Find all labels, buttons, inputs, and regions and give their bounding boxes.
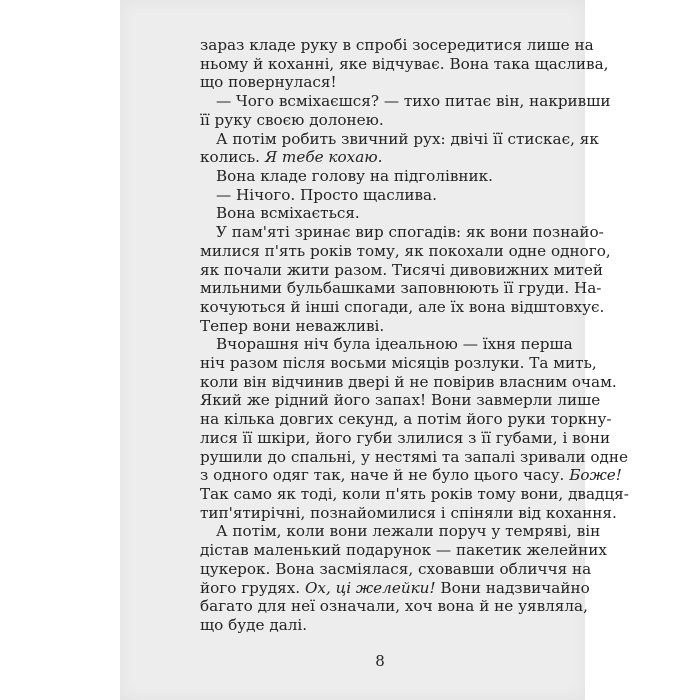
line-text: Вони надзвичайно — [435, 579, 590, 597]
line-text: тип'ятирічні, познайомилися і спіняли від кохання. — [200, 504, 617, 522]
text-line — [200, 111, 568, 130]
line-text: мильними бульбашками заповнюють її груди. На- — [200, 279, 602, 297]
text-line — [200, 541, 607, 560]
text-line — [200, 279, 602, 298]
line-text: її руку своєю долонею. — [200, 111, 384, 129]
line-text: з одного одяг так, наче й не було цього часу. — [200, 466, 570, 484]
text-line — [200, 579, 590, 598]
italic-text: Ох, ці желейки! — [304, 579, 436, 597]
line-text: колись. — [200, 148, 265, 166]
text-line — [200, 73, 568, 92]
line-text: зараз кладе руку в спробі зосередитися лише на — [200, 36, 594, 54]
line-text: А потім робить звичний рух: двічі її стискає, як — [216, 130, 599, 148]
text-line — [216, 204, 568, 223]
line-text: ніч разом після восьми місяців розлуки. Та мить, — [200, 354, 597, 372]
line-text: цукерок. Вона засміялася, сховавши обличчя на — [200, 560, 592, 578]
text-line — [200, 36, 594, 55]
line-text: як почали жити разом. Тисячі дивовижних митей — [200, 261, 603, 279]
line-text: на кілька довгих секунд, а потім його руки торкну- — [200, 410, 612, 428]
line-text: лися її шкіри, його губи злилися з її губами, і вони — [200, 429, 611, 447]
text-line — [200, 261, 603, 280]
line-text: — Чого всміхаєшся? — тихо питає він, накривши — [216, 92, 611, 110]
line-text: його грудях. — [200, 579, 305, 597]
text-line — [200, 391, 601, 410]
text-line — [216, 335, 573, 354]
line-text: А потім, коли вони лежали поруч у темряві, він — [216, 522, 601, 540]
line-text: Вона всміхається. — [216, 204, 360, 222]
line-text: — Нічого. Просто щаслива. — [216, 186, 437, 204]
line-text: що буде далі. — [200, 616, 308, 634]
text-line — [200, 242, 611, 261]
line-text: У пам'яті зринає вир спогадів: як вони познайо- — [216, 223, 604, 241]
text-line — [200, 429, 611, 448]
line-text: що повернулася! — [200, 73, 337, 91]
line-text: рушили до спальні, у нестямі та запалі зривали одне — [200, 448, 628, 466]
line-text: дістав маленький подарунок — пакетик желейних — [200, 541, 607, 559]
line-text: ньому й коханні, яке відчуває. Вона така щаслива, — [200, 55, 609, 73]
text-line — [200, 466, 622, 485]
text-line — [200, 448, 628, 467]
text-line — [216, 186, 568, 205]
text-line — [216, 167, 568, 186]
line-text: Вчорашня ніч була ідеальною — їхня перша — [216, 335, 573, 353]
text-line — [200, 504, 617, 523]
line-text: Який же рідний його запах! Вони завмерли лише — [200, 391, 601, 409]
text-line — [200, 317, 568, 336]
text-line — [216, 130, 599, 149]
line-text: Вона кладе голову на підголівник. — [216, 167, 493, 185]
line-text: кочуються й інші спогади, але їх вона відштовхує. — [200, 298, 605, 316]
text-line — [200, 485, 629, 504]
text-line — [200, 373, 617, 392]
text-line — [200, 560, 592, 579]
text-line — [200, 410, 612, 429]
text-line — [216, 92, 611, 111]
text-line — [216, 223, 604, 242]
line-text: милися п'ять років тому, як покохали одне одного, — [200, 242, 611, 260]
line-text: багато для неї означали, хоч вона й не уявляла, — [200, 597, 588, 615]
text-line — [200, 616, 568, 635]
text-line — [200, 148, 568, 167]
text-line — [216, 522, 601, 541]
page-number: 8 — [375, 652, 385, 670]
text-line — [200, 597, 588, 616]
line-text: Тепер вони неважливі. — [200, 317, 385, 335]
italic-text: Я тебе кохаю. — [264, 148, 383, 166]
italic-text: Боже! — [569, 466, 622, 484]
line-text: Так само як тоді, коли п'ять років тому вони, двадця- — [200, 485, 629, 503]
text-line — [200, 298, 605, 317]
text-line — [200, 354, 597, 373]
text-line — [200, 55, 609, 74]
line-text: коли він відчинив двері й не повірив власним очам. — [200, 373, 617, 391]
